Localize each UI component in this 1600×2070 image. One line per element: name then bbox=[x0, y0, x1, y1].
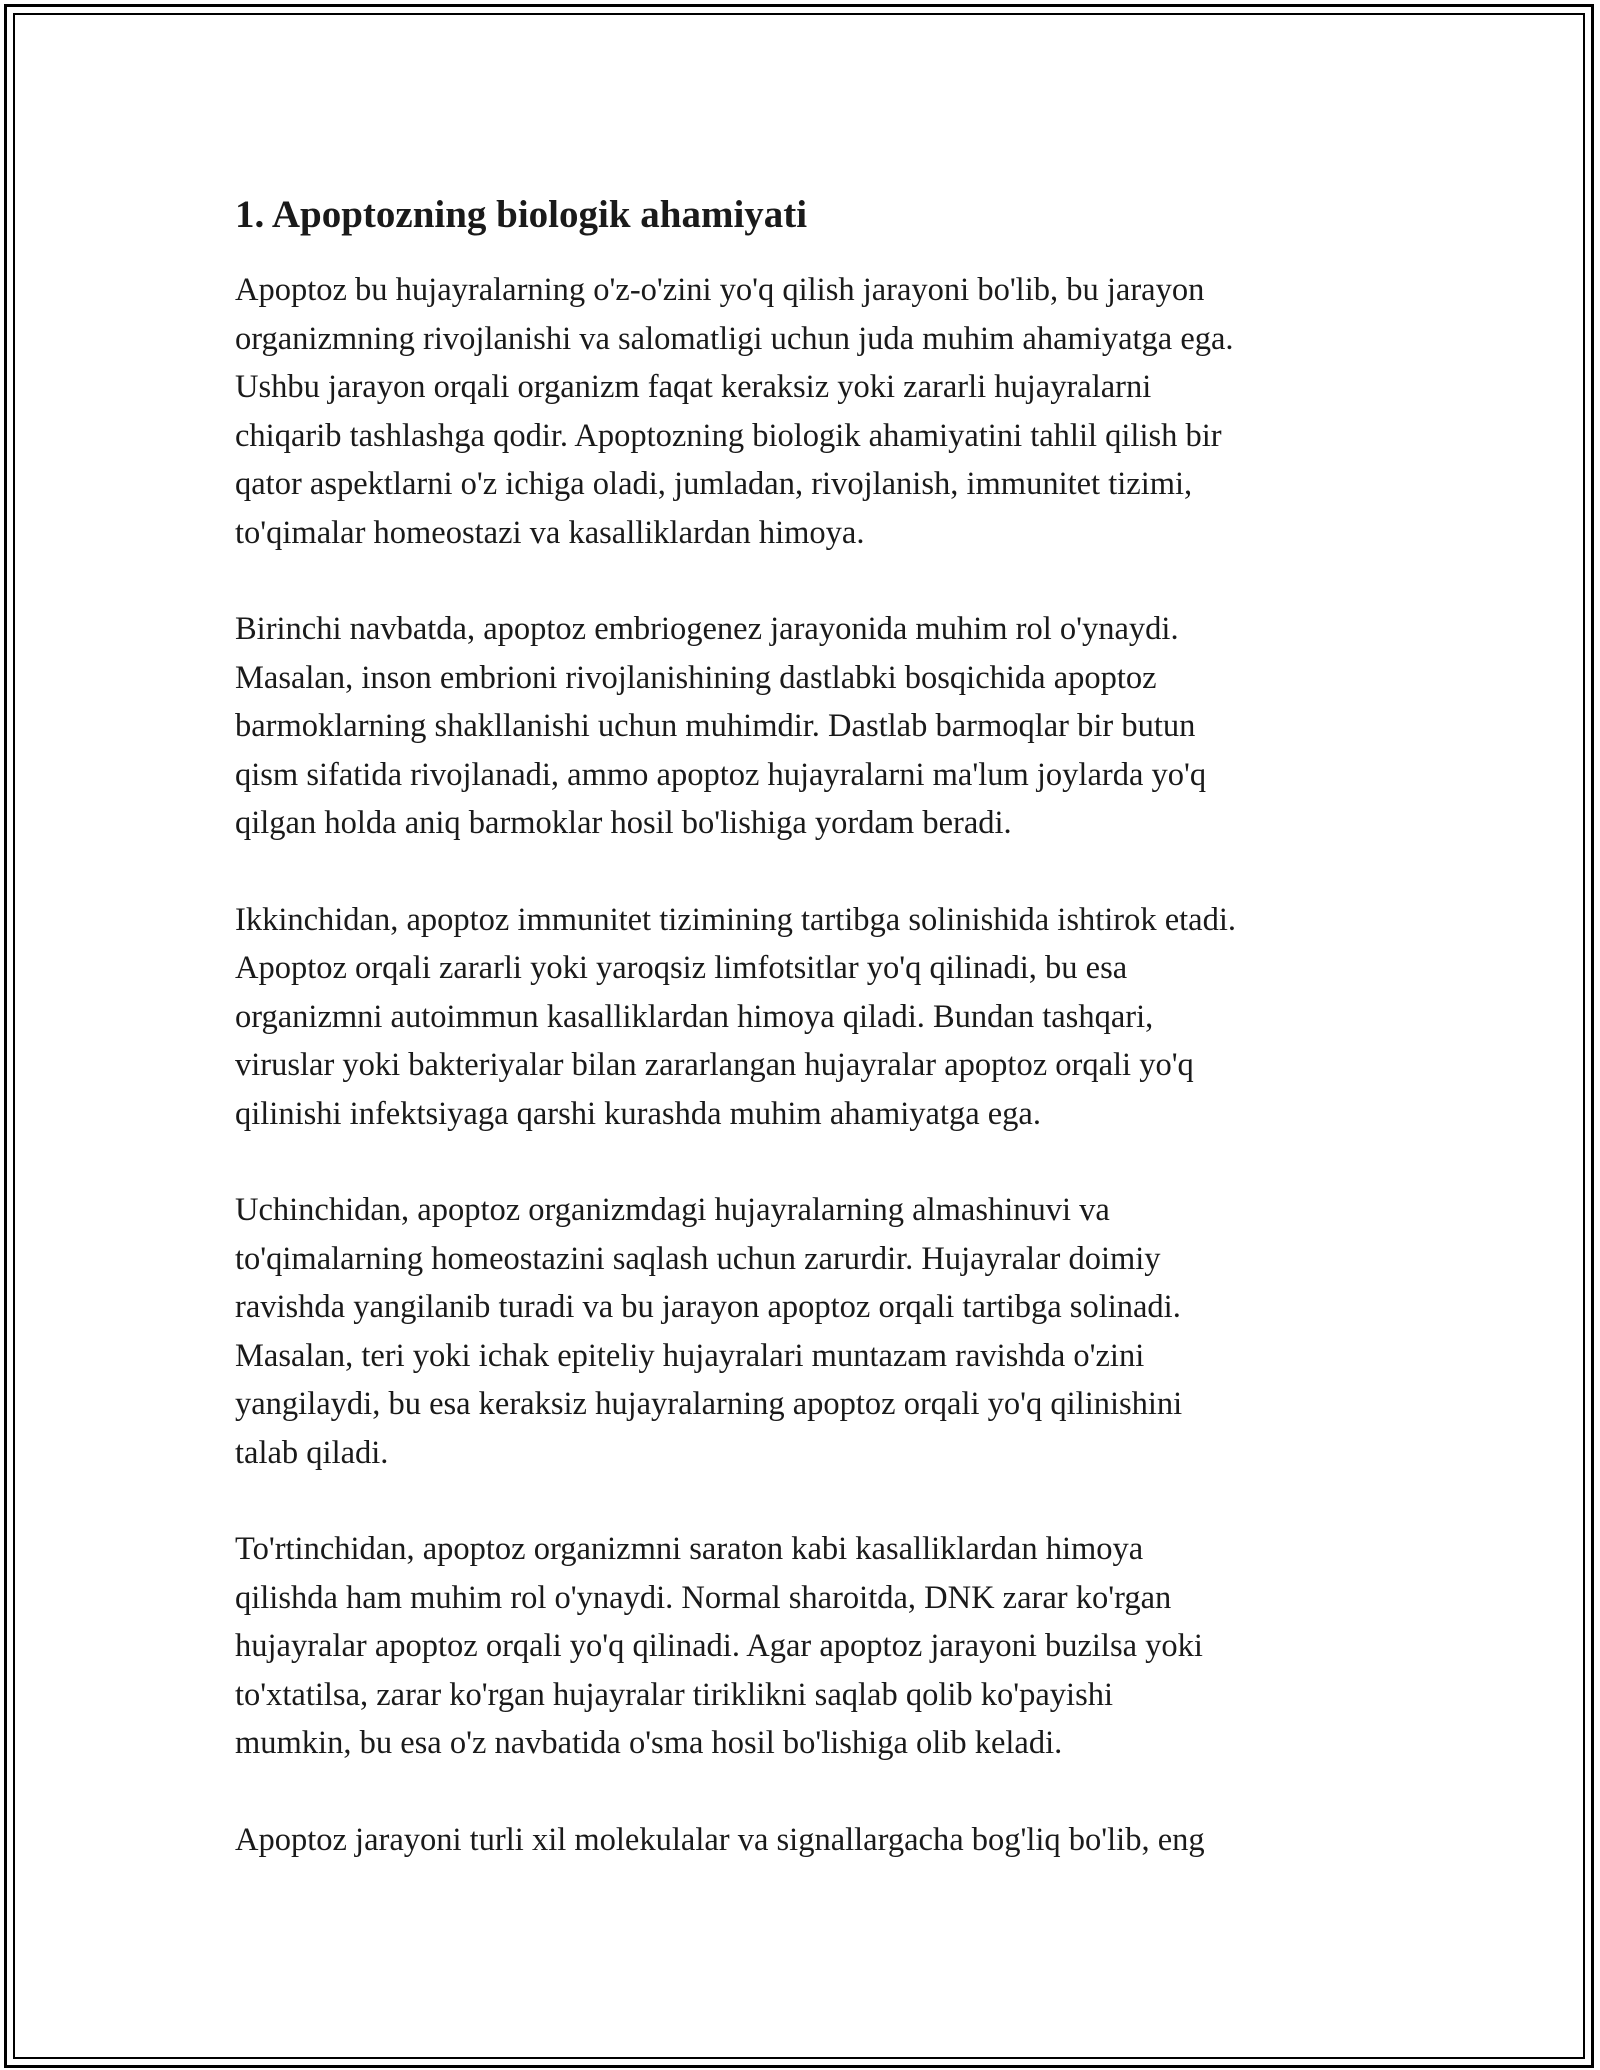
text-line: Ikkinchidan, apoptoz immunitet tizimining tartibga solinishida ishtirok etadi. bbox=[235, 901, 1237, 938]
text-line: qilinishi infektsiyaga qarshi kurashda muhim ahamiyatga ega. bbox=[235, 1095, 1041, 1132]
text-line: hujayralar apoptoz orqali yo'q qilinadi. Agar apoptoz jarayoni buzilsa yoki bbox=[235, 1628, 1203, 1664]
paragraph-5 bbox=[235, 1525, 1385, 1768]
text-line: qilishda ham muhim rol o'ynaydi. Normal sharoitda, DNK zarar ko'rgan bbox=[235, 1579, 1172, 1616]
text-line: Birinchi navbatda, apoptoz embriogenez jarayonida muhim rol o'ynaydi. bbox=[235, 611, 1179, 647]
text-line: ravishda yangilanib turadi va bu jarayon apoptoz orqali tartibga solinadi. bbox=[235, 1289, 1181, 1325]
text-line: Masalan, teri yoki ichak epiteliy hujayralari muntazam ravishda o'zini bbox=[235, 1337, 1145, 1374]
text-line: organizmning rivojlanishi va salomatligi uchun juda muhim ahamiyatga ega. bbox=[235, 320, 1234, 357]
paragraph-6 bbox=[235, 1816, 1385, 1865]
text-line: to'qimalarning homeostazini saqlash uchun zarurdir. Hujayralar doimiy bbox=[235, 1240, 1161, 1277]
section-heading: 1. Apoptozning biologik ahamiyati bbox=[235, 193, 808, 236]
text-line: Apoptoz orqali zararli yoki yaroqsiz limfotsitlar yo'q qilinadi, bu esa bbox=[235, 950, 1128, 986]
text-line: viruslar yoki bakteriyalar bilan zararlangan hujayralar apoptoz orqali yo'q bbox=[235, 1047, 1194, 1083]
text-line: Apoptoz bu hujayralarning o'z-o'zini yo'q qilish jarayoni bo'lib, bu jarayon bbox=[235, 272, 1205, 308]
paragraph-3 bbox=[235, 896, 1385, 1139]
text-line: Ushbu jarayon orqali organizm faqat keraksiz yoki zararli hujayralarni bbox=[235, 369, 1152, 405]
paragraph-2 bbox=[235, 605, 1385, 848]
paragraph-4 bbox=[235, 1186, 1385, 1477]
text-line: Masalan, inson embrioni rivojlanishining dastlabki bosqichida apoptoz bbox=[235, 659, 1157, 696]
text-line: qilgan holda aniq barmoklar hosil bo'lishiga yordam beradi. bbox=[235, 805, 1012, 841]
paragraph-1 bbox=[235, 266, 1385, 557]
document-body bbox=[235, 188, 1385, 1912]
text-line: To'rtinchidan, apoptoz organizmni saraton kabi kasalliklardan himoya bbox=[235, 1531, 1144, 1567]
text-line: Uchinchidan, apoptoz organizmdagi hujayralarning almashinuvi va bbox=[235, 1192, 1110, 1228]
text-line: barmoklarning shakllanishi uchun muhimdir. Dastlab barmoqlar bir butun bbox=[235, 708, 1196, 744]
text-line: qator aspektlarni o'z ichiga oladi, jumladan, rivojlanish, immunitet tizimi, bbox=[235, 466, 1193, 502]
text-line: to'qimalar homeostazi va kasalliklardan himoya. bbox=[235, 514, 865, 551]
text-line: chiqarib tashlashga qodir. Apoptozning biologik ahamiyatini tahlil qilish bir bbox=[235, 417, 1222, 454]
text-line: mumkin, bu esa o'z navbatida o'sma hosil bo'lishiga olib keladi. bbox=[235, 1725, 1063, 1761]
text-line: organizmni autoimmun kasalliklardan himoya qiladi. Bundan tashqari, bbox=[235, 998, 1154, 1035]
text-line: qism sifatida rivojlanadi, ammo apoptoz hujayralarni ma'lum joylarda yo'q bbox=[235, 756, 1207, 793]
text-line: to'xtatilsa, zarar ko'rgan hujayralar tiriklikni saqlab qolib ko'payishi bbox=[235, 1676, 1113, 1713]
text-line: yangilaydi, bu esa keraksiz hujayralarning apoptoz orqali yo'q qilinishini bbox=[235, 1386, 1183, 1422]
text-line: Apoptoz jarayoni turli xil molekulalar va signallargacha bog'liq bo'lib, eng bbox=[235, 1821, 1205, 1858]
text-line: talab qiladi. bbox=[235, 1434, 389, 1471]
